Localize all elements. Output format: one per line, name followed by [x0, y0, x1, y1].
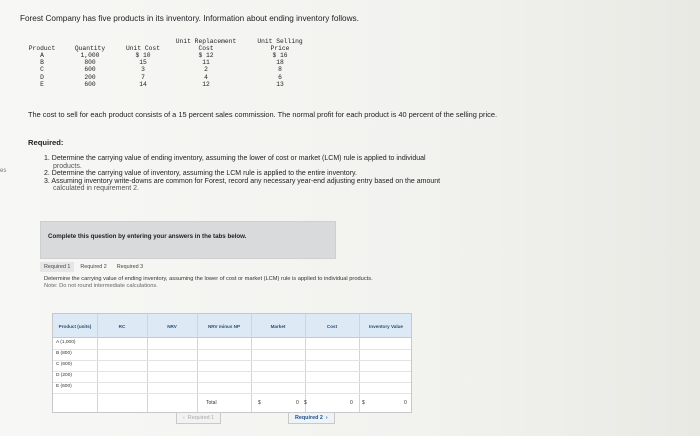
total-market-value[interactable]: 0	[296, 400, 299, 406]
cell-replacement: 12	[202, 80, 210, 88]
cell-quantity: 200	[84, 73, 96, 81]
requirement-text: 1. Determine the carrying value of ending inventory, assuming the lower of cost or market (LCM) rule is applied to individual	[44, 155, 426, 162]
cell-replacement: 11	[202, 59, 210, 67]
header-inventory-value: Inventory Value	[369, 323, 403, 329]
total-inventory-symbol: $	[362, 400, 365, 406]
requirements-list	[44, 155, 554, 193]
total-label: Total	[206, 400, 217, 406]
answer-header-row	[53, 314, 411, 338]
row-divider	[53, 393, 411, 394]
cell-product: A	[40, 52, 44, 59]
cell-quantity: 1,000	[80, 52, 100, 59]
column-divider	[147, 314, 148, 412]
question-block	[44, 276, 494, 289]
header-product: Product	[28, 44, 56, 52]
cell-product: C	[40, 66, 44, 74]
col-unit-cost	[118, 38, 168, 88]
question-note: Note: Do not round intermediate calculations.	[44, 282, 158, 289]
header-nrv-minus-np: NRV minus NP	[207, 323, 241, 329]
required-heading: Required:	[28, 138, 64, 147]
cell-selling: 6	[278, 73, 282, 81]
requirement-text: 2. Determine the carrying value of inventory, assuming the LCM rule is applied to the entire inventory.	[44, 170, 357, 178]
requirement-1	[44, 155, 554, 170]
cell-product: D	[40, 73, 44, 81]
table-row-label: C (600)	[56, 362, 72, 367]
chevron-right-icon: ›	[325, 415, 328, 421]
header-quantity: Quantity	[74, 44, 106, 52]
next-button-label: Required 2	[295, 415, 323, 421]
cell-selling: 13	[276, 80, 284, 88]
total-cost-symbol: $	[304, 400, 307, 406]
header-rc: RC	[118, 323, 126, 329]
table-row-label: E (600)	[56, 384, 72, 389]
cell-replacement: $ 12	[198, 52, 214, 59]
requirement-text: 3. Assuming inventory write-downs are common for Forest, record any necessary year-end adjusting entry based on the amount	[44, 177, 441, 185]
cell-selling: 8	[278, 66, 282, 74]
row-divider	[53, 371, 411, 372]
cell-product: E	[40, 80, 44, 88]
header-cost: Cost	[326, 323, 338, 329]
table-row-label: D (200)	[56, 373, 72, 378]
col-replacement-cost	[170, 38, 242, 88]
column-divider	[197, 314, 198, 412]
col-quantity	[66, 38, 114, 88]
table-row-label: A (1,000)	[56, 340, 76, 345]
total-market-symbol: $	[258, 400, 261, 406]
row-divider	[53, 349, 411, 350]
chevron-left-icon: ‹	[183, 415, 185, 421]
cell-unit-cost: 7	[141, 73, 145, 81]
header-replacement-2: Cost	[198, 44, 214, 52]
cell-unit-cost: $ 10	[135, 52, 151, 59]
row-divider	[53, 382, 411, 383]
question-text: Determine the carrying value of ending inventory, assuming the lower of cost or market (LCM) rule is applied to individual products.	[44, 276, 373, 282]
prev-required-button[interactable]	[176, 412, 221, 424]
cost-to-sell-paragraph: The cost to sell for each product consists of a 15 percent sales commission. The normal profit for each product is 40 percent of the selling price.	[28, 110, 497, 119]
cell-unit-cost: 15	[139, 59, 147, 67]
header-product-units: Product (units)	[58, 323, 92, 329]
col-selling-price	[246, 38, 314, 88]
cell-replacement: 2	[204, 66, 208, 74]
intro-text: Forest Company has five products in its inventory. Information about ending inventory follows.	[20, 14, 359, 23]
cell-quantity: 600	[84, 66, 96, 74]
cell-quantity: 600	[84, 80, 96, 88]
row-divider	[53, 360, 411, 361]
header-replacement-1: Unit Replacement	[175, 37, 237, 45]
cell-quantity: 800	[84, 59, 96, 67]
header-nrv: NRV	[167, 323, 177, 329]
tab-bar	[40, 262, 147, 272]
tab-required-1[interactable]: Required 1	[40, 262, 74, 272]
column-divider	[97, 314, 98, 412]
header-selling-2: Price	[270, 44, 290, 52]
requirement-2	[44, 170, 554, 178]
column-divider	[305, 314, 306, 412]
cell-replacement: 4	[204, 73, 208, 81]
header-market: Market	[270, 323, 286, 329]
requirement-subtext: products.	[53, 162, 82, 170]
next-required-button[interactable]	[288, 412, 335, 424]
side-tab-fragment: es	[0, 168, 7, 174]
tab-required-3[interactable]: Required 3	[116, 264, 144, 270]
instruction-text: Complete this question by entering your answers in the tabs below.	[48, 233, 247, 240]
header-selling-1: Unit Selling	[257, 37, 303, 45]
col-product	[22, 38, 62, 88]
table-row-label: B (800)	[56, 351, 72, 356]
cell-selling: $ 16	[272, 52, 288, 59]
requirement-subtext: calculated in requirement 2.	[53, 185, 139, 193]
tab-required-2[interactable]: Required 2	[80, 264, 107, 270]
inventory-data-table	[22, 38, 322, 100]
instruction-panel	[40, 221, 336, 259]
column-divider	[359, 314, 360, 412]
total-inventory-value[interactable]: 0	[404, 400, 407, 406]
cell-product: B	[40, 59, 44, 67]
cell-selling: 18	[276, 59, 284, 67]
column-divider	[251, 314, 252, 412]
header-unit-cost: Unit Cost	[125, 44, 160, 52]
cell-unit-cost: 14	[139, 80, 147, 88]
cell-unit-cost: 3	[141, 66, 145, 74]
requirement-3	[44, 178, 554, 193]
total-cost-value[interactable]: 0	[350, 400, 353, 406]
answer-table	[52, 313, 412, 413]
prev-button-label: Required 1	[187, 415, 215, 421]
